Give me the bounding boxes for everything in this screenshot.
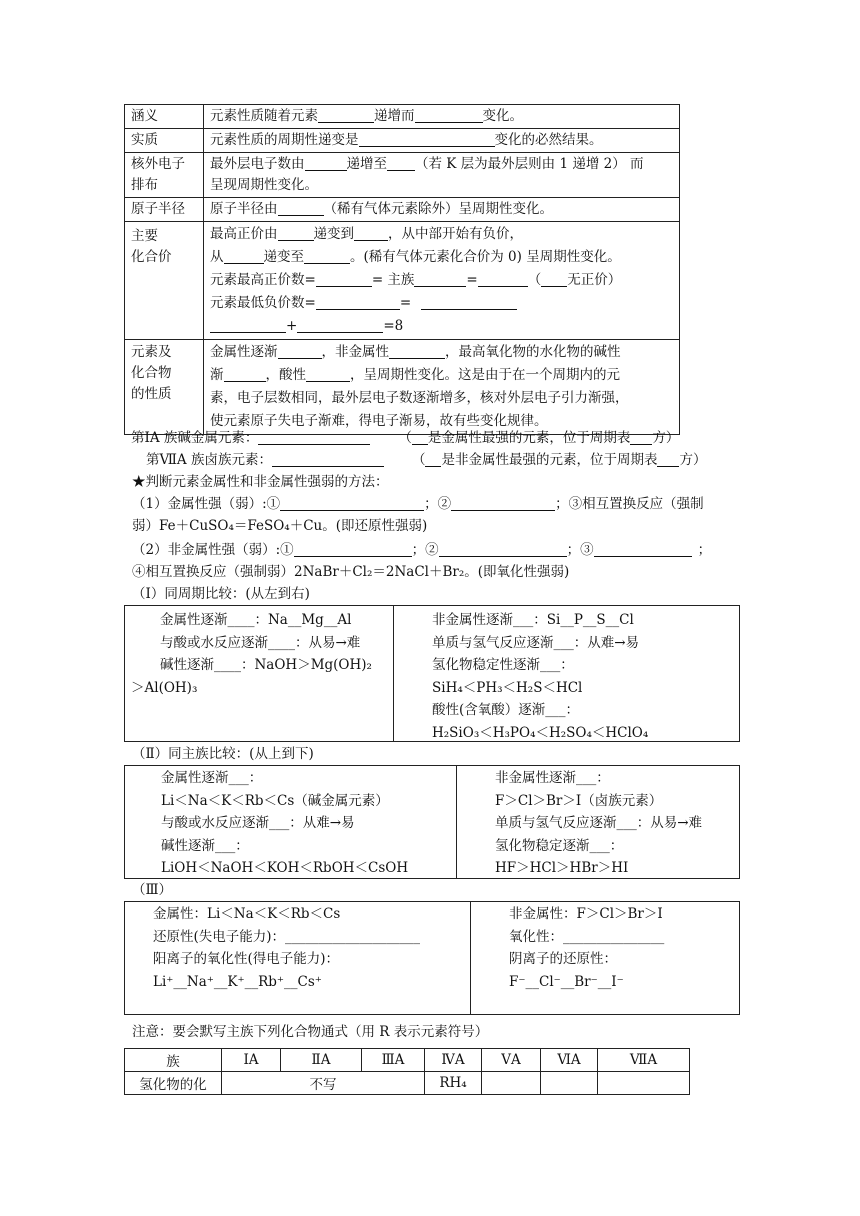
list-item: H₂SiO₃＜H₃PO₄＜H₂SO₄＜HClO₄: [432, 724, 649, 741]
nonmetal-method-line: （2）非金属性强（弱）:① ；② ；③ ；: [132, 542, 712, 558]
table-row: [125, 1049, 690, 1072]
list-item: F⁻__Cl⁻__Br⁻__I⁻: [509, 973, 624, 990]
table-header: ⅥA: [541, 1049, 598, 1072]
list-item: 酸性(含氧酸）逐渐___：: [432, 702, 580, 718]
list-item: 单质与氢气反应逐渐___：从易→难: [495, 815, 703, 831]
section-same-group: （Ⅱ）同主族比较：(从上到下): [132, 746, 314, 762]
row-content: 元素性质随着元素 递增而 变化。: [204, 105, 680, 129]
list-item: 单质与氢气反应逐渐___：从难→易: [432, 634, 640, 651]
note-line: 注意：要会默写主族下列化合物通式（用 R 表示元素符号）: [132, 1024, 489, 1040]
table-row: [125, 153, 680, 198]
table-cell: RH₄: [425, 1072, 482, 1095]
redox-box: [124, 901, 740, 1015]
metal-method-line-2: 弱）Fe＋CuSO₄＝FeSO₄＋Cu。(即还原性强弱): [132, 518, 428, 534]
section-same-period: （Ⅰ）同周期比较：(从左到右): [132, 586, 310, 602]
table-header: 族: [125, 1049, 222, 1072]
row-label: 原子半径: [125, 198, 204, 222]
table-row: [125, 222, 680, 340]
row-label: 氢化物的化: [125, 1072, 222, 1095]
metal-method-line: （1）金属性强（弱）:① ；② ；③相互置换反应（强制: [132, 496, 704, 512]
list-item: 氢化物稳定性逐渐___：: [432, 657, 574, 673]
metal-column: [125, 902, 471, 1014]
list-item: 还原性(失电子能力)：____________________: [153, 928, 421, 945]
list-item: 非金属性逐渐___：: [495, 770, 610, 786]
list-item: 金属性逐渐____：Na__Mg__Al: [160, 612, 352, 628]
table-cell: 不写: [222, 1072, 425, 1095]
list-item: ＞Al(OH)₃: [131, 679, 198, 696]
nonmetal-column: [432, 606, 739, 741]
row-label: 元素及 化合物 的性质: [125, 340, 204, 435]
table-header: ⅠA: [222, 1049, 281, 1072]
list-item: Li＜Na＜K＜Rb＜Cs（碱金属元素）: [161, 792, 389, 809]
list-item: Li⁺__Na⁺__K⁺__Rb⁺__Cs⁺: [153, 973, 322, 990]
method-heading: ★判断元素金属性和非金属性强弱的方法：: [132, 474, 389, 490]
list-item: 阴离子的还原性：: [509, 951, 617, 967]
nonmetal-method-line-2: ④相互置换反应（强制弱）2NaBr＋Cl₂＝2NaCl＋Br₂。(即氧化性强弱): [132, 564, 570, 580]
list-item: 与酸或水反应逐渐____：从易→难: [160, 634, 361, 651]
nonmetal-column: [509, 902, 739, 1014]
row-label: 核外电子 排布: [125, 153, 204, 198]
compound-formula-table: [124, 1048, 690, 1095]
table-header: ⅤA: [482, 1049, 541, 1072]
list-item: 金属性逐渐___：: [161, 770, 263, 786]
list-item: F＞Cl＞Br＞I（卤族元素）: [495, 792, 663, 809]
list-item: 阳离子的氧化性(得电子能力)：: [153, 951, 340, 967]
list-item: HF＞HCl＞HBr＞HI: [495, 860, 629, 876]
row-content: 最高正价由 递变到 ，从中部开始有负价， 从 递变至 。(稀有气体元素化合价为 0) 呈周期性变化。 元素最高正价数= = 主族 = （ 无正价） 元素最低负价数= = + =8: [204, 222, 680, 340]
list-item: 氢化物稳定逐渐___：: [495, 837, 624, 854]
periodic-law-table: [124, 104, 680, 435]
halogen-line: 第ⅦA 族卤族元素： （ 是非金属性最强的元素，位于周期表 方）: [146, 452, 707, 468]
row-content: 原子半径由 （稀有气体元素除外）呈周期性变化。: [204, 198, 680, 222]
row-content: 元素性质的周期性递变是 变化的必然结果。: [204, 129, 680, 153]
row-label: 涵义: [125, 105, 204, 129]
table-row: [125, 198, 680, 222]
table-header: ⅢA: [362, 1049, 425, 1072]
list-item: LiOH＜NaOH＜KOH＜RbOH＜CsOH: [161, 860, 409, 876]
table-cell: [482, 1072, 541, 1095]
row-label: 实质: [125, 129, 204, 153]
table-header: ⅡA: [281, 1049, 362, 1072]
list-item: 非金属性逐渐___：Si__P__S__Cl: [432, 612, 634, 628]
same-group-box: [124, 765, 740, 879]
list-item: 金属性：Li＜Na＜K＜Rb＜Cs: [153, 906, 341, 922]
list-item: 与酸或水反应逐渐___：从难→易: [161, 815, 355, 831]
list-item: 碱性逐渐___：: [161, 837, 249, 854]
metal-column: [125, 606, 394, 741]
row-content: 金属性逐渐 ，非金属性 ，最高氧化物的水化物的碱性 渐 ，酸性 ，呈周期性变化。这是由于在一个周期内的元 素，电子层数相同，最外层电子数逐渐增多，核对外层电子引力渐强， 使元素原子失电子渐难，得电子渐易，故有些变化规律。: [204, 340, 680, 435]
table-cell: [541, 1072, 598, 1095]
table-cell: [598, 1072, 690, 1095]
nonmetal-column: [495, 766, 739, 878]
list-item: 氧化性：_______________: [509, 928, 665, 945]
alkali-metal-line: 第ⅠA 族碱金属元素： （ 是金属性最强的元素，位于周期表 方）: [131, 430, 680, 446]
same-period-box: [124, 605, 740, 742]
row-content: 最外层电子数由 递增至 （若 K 层为最外层则由 1 递增 2） 而 呈现周期性变化。: [204, 153, 680, 198]
table-header: ⅦA: [598, 1049, 690, 1072]
section-three: （Ⅲ）: [132, 882, 173, 898]
list-item: SiH₄＜PH₃＜H₂S＜HCl: [432, 679, 583, 696]
table-row: [125, 129, 680, 153]
table-row: [125, 340, 680, 435]
table-row: [125, 105, 680, 129]
list-item: 碱性逐渐____：NaOH＞Mg(OH)₂: [160, 657, 372, 673]
metal-column: [125, 766, 457, 878]
row-label: 主要 化合价: [125, 222, 204, 340]
table-header: ⅣA: [425, 1049, 482, 1072]
table-row: [125, 1072, 690, 1095]
list-item: 非金属性：F＞Cl＞Br＞I: [509, 906, 663, 922]
